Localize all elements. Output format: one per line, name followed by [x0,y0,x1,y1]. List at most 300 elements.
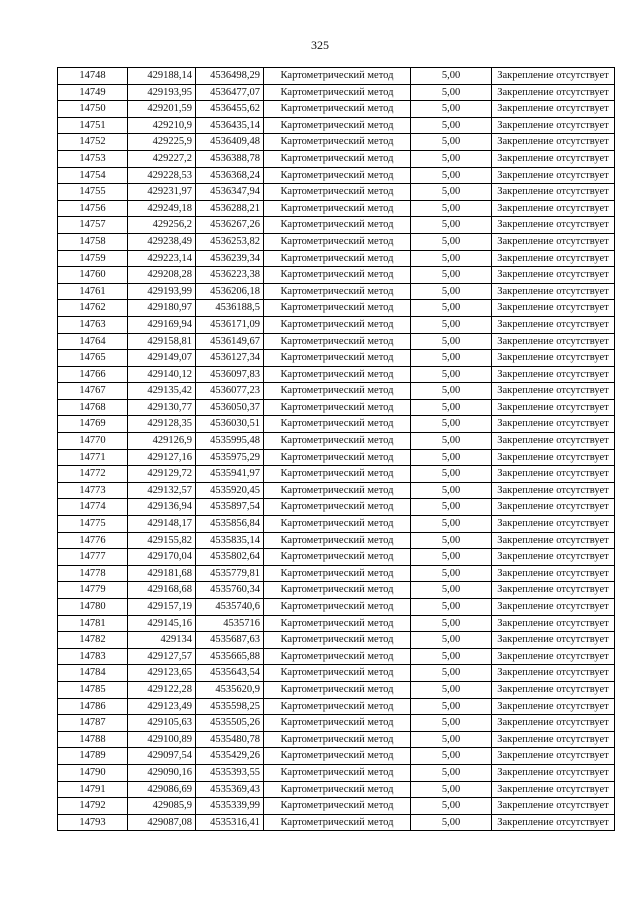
y-coordinate-cell: 4536347,94 [196,184,264,201]
method-cell: Картометрический метод [264,748,411,765]
point-number-cell: 14748 [58,68,128,85]
error-cell: 5,00 [411,698,492,715]
fixation-cell: Закрепление отсутствует [492,333,615,350]
fixation-cell: Закрепление отсутствует [492,200,615,217]
method-cell: Картометрический метод [264,449,411,466]
table-row [58,764,615,781]
fixation-cell: Закрепление отсутствует [492,68,615,85]
method-cell: Картометрический метод [264,532,411,549]
point-number-cell: 14790 [58,764,128,781]
error-cell: 5,00 [411,333,492,350]
y-coordinate-cell: 4535316,41 [196,814,264,831]
x-coordinate-cell: 429140,12 [128,366,196,383]
x-coordinate-cell: 429228,53 [128,167,196,184]
y-coordinate-cell: 4536288,21 [196,200,264,217]
x-coordinate-cell: 429231,97 [128,184,196,201]
x-coordinate-cell: 429223,14 [128,250,196,267]
method-cell: Картометрический метод [264,615,411,632]
error-cell: 5,00 [411,101,492,118]
point-number-cell: 14775 [58,516,128,533]
fixation-cell: Закрепление отсутствует [492,814,615,831]
x-coordinate-cell: 429193,99 [128,283,196,300]
table-row [58,283,615,300]
method-cell: Картометрический метод [264,200,411,217]
point-number-cell: 14782 [58,632,128,649]
page-number: 325 [311,38,329,52]
error-cell: 5,00 [411,350,492,367]
point-number-cell: 14777 [58,549,128,566]
error-cell: 5,00 [411,516,492,533]
fixation-cell: Закрепление отсутствует [492,565,615,582]
table-row [58,516,615,533]
fixation-cell: Закрепление отсутствует [492,316,615,333]
point-number-cell: 14769 [58,416,128,433]
x-coordinate-cell: 429086,69 [128,781,196,798]
x-coordinate-cell: 429135,42 [128,383,196,400]
fixation-cell: Закрепление отсутствует [492,632,615,649]
fixation-cell: Закрепление отсутствует [492,300,615,317]
fixation-cell: Закрепление отсутствует [492,781,615,798]
x-coordinate-cell: 429100,89 [128,731,196,748]
x-coordinate-cell: 429105,63 [128,715,196,732]
error-cell: 5,00 [411,764,492,781]
point-number-cell: 14761 [58,283,128,300]
method-cell: Картометрический метод [264,764,411,781]
fixation-cell: Закрепление отсутствует [492,366,615,383]
error-cell: 5,00 [411,499,492,516]
y-coordinate-cell: 4536253,82 [196,233,264,250]
fixation-cell: Закрепление отсутствует [492,150,615,167]
coordinates-table [57,67,615,831]
x-coordinate-cell: 429134 [128,632,196,649]
x-coordinate-cell: 429145,16 [128,615,196,632]
error-cell: 5,00 [411,482,492,499]
table-row [58,134,615,151]
method-cell: Картометрический метод [264,416,411,433]
method-cell: Картометрический метод [264,516,411,533]
x-coordinate-cell: 429170,04 [128,549,196,566]
point-number-cell: 14754 [58,167,128,184]
y-coordinate-cell: 4535897,54 [196,499,264,516]
method-cell: Картометрический метод [264,101,411,118]
error-cell: 5,00 [411,167,492,184]
point-number-cell: 14758 [58,233,128,250]
fixation-cell: Закрепление отсутствует [492,532,615,549]
y-coordinate-cell: 4535643,54 [196,665,264,682]
point-number-cell: 14793 [58,814,128,831]
method-cell: Картометрический метод [264,283,411,300]
method-cell: Картометрический метод [264,731,411,748]
point-number-cell: 14760 [58,267,128,284]
error-cell: 5,00 [411,150,492,167]
fixation-cell: Закрепление отсутствует [492,615,615,632]
point-number-cell: 14759 [58,250,128,267]
table-row [58,466,615,483]
point-number-cell: 14773 [58,482,128,499]
x-coordinate-cell: 429227,2 [128,150,196,167]
table-row [58,233,615,250]
fixation-cell: Закрепление отсутствует [492,466,615,483]
point-number-cell: 14752 [58,134,128,151]
method-cell: Картометрический метод [264,167,411,184]
point-number-cell: 14786 [58,698,128,715]
table-row [58,582,615,599]
x-coordinate-cell: 429249,18 [128,200,196,217]
x-coordinate-cell: 429085,9 [128,798,196,815]
error-cell: 5,00 [411,250,492,267]
error-cell: 5,00 [411,233,492,250]
x-coordinate-cell: 429188,14 [128,68,196,85]
method-cell: Картометрический метод [264,366,411,383]
table-row [58,433,615,450]
fixation-cell: Закрепление отсутствует [492,433,615,450]
x-coordinate-cell: 429169,94 [128,316,196,333]
x-coordinate-cell: 429129,72 [128,466,196,483]
table-row [58,532,615,549]
fixation-cell: Закрепление отсутствует [492,482,615,499]
coordinates-table-body [58,68,615,831]
y-coordinate-cell: 4535665,88 [196,648,264,665]
point-number-cell: 14780 [58,599,128,616]
y-coordinate-cell: 4536188,5 [196,300,264,317]
point-number-cell: 14785 [58,681,128,698]
point-number-cell: 14784 [58,665,128,682]
point-number-cell: 14763 [58,316,128,333]
method-cell: Картометрический метод [264,433,411,450]
point-number-cell: 14765 [58,350,128,367]
x-coordinate-cell: 429201,59 [128,101,196,118]
point-number-cell: 14774 [58,499,128,516]
x-coordinate-cell: 429136,94 [128,499,196,516]
table-row [58,499,615,516]
table-row [58,184,615,201]
fixation-cell: Закрепление отсутствует [492,233,615,250]
table-row [58,449,615,466]
table-row [58,632,615,649]
x-coordinate-cell: 429149,07 [128,350,196,367]
method-cell: Картометрический метод [264,217,411,234]
y-coordinate-cell: 4535920,45 [196,482,264,499]
x-coordinate-cell: 429256,2 [128,217,196,234]
table-row [58,333,615,350]
error-cell: 5,00 [411,217,492,234]
x-coordinate-cell: 429208,28 [128,267,196,284]
fixation-cell: Закрепление отсутствует [492,250,615,267]
method-cell: Картометрический метод [264,665,411,682]
y-coordinate-cell: 4535393,55 [196,764,264,781]
error-cell: 5,00 [411,532,492,549]
fixation-cell: Закрепление отсутствует [492,516,615,533]
method-cell: Картометрический метод [264,333,411,350]
x-coordinate-cell: 429123,65 [128,665,196,682]
fixation-cell: Закрепление отсутствует [492,648,615,665]
point-number-cell: 14778 [58,565,128,582]
method-cell: Картометрический метод [264,565,411,582]
error-cell: 5,00 [411,466,492,483]
point-number-cell: 14749 [58,84,128,101]
point-number-cell: 14771 [58,449,128,466]
fixation-cell: Закрепление отсутствует [492,798,615,815]
y-coordinate-cell: 4536149,67 [196,333,264,350]
y-coordinate-cell: 4535620,9 [196,681,264,698]
point-number-cell: 14783 [58,648,128,665]
method-cell: Картометрический метод [264,482,411,499]
method-cell: Картометрический метод [264,698,411,715]
error-cell: 5,00 [411,665,492,682]
method-cell: Картометрический метод [264,648,411,665]
table-row [58,267,615,284]
fixation-cell: Закрепление отсутствует [492,267,615,284]
point-number-cell: 14789 [58,748,128,765]
table-row [58,798,615,815]
table-row [58,316,615,333]
method-cell: Картометрический метод [264,632,411,649]
fixation-cell: Закрепление отсутствует [492,681,615,698]
point-number-cell: 14781 [58,615,128,632]
fixation-cell: Закрепление отсутствует [492,350,615,367]
table-row [58,698,615,715]
method-cell: Картометрический метод [264,68,411,85]
point-number-cell: 14792 [58,798,128,815]
fixation-cell: Закрепление отсутствует [492,184,615,201]
y-coordinate-cell: 4535760,34 [196,582,264,599]
y-coordinate-cell: 4536097,83 [196,366,264,383]
table-row [58,399,615,416]
y-coordinate-cell: 4536267,26 [196,217,264,234]
error-cell: 5,00 [411,267,492,284]
fixation-cell: Закрепление отсутствует [492,698,615,715]
point-number-cell: 14768 [58,399,128,416]
error-cell: 5,00 [411,599,492,616]
error-cell: 5,00 [411,731,492,748]
error-cell: 5,00 [411,798,492,815]
fixation-cell: Закрепление отсутствует [492,217,615,234]
error-cell: 5,00 [411,399,492,416]
fixation-cell: Закрепление отсутствует [492,167,615,184]
x-coordinate-cell: 429130,77 [128,399,196,416]
x-coordinate-cell: 429157,19 [128,599,196,616]
fixation-cell: Закрепление отсутствует [492,549,615,566]
table-row [58,217,615,234]
point-number-cell: 14772 [58,466,128,483]
table-row [58,681,615,698]
x-coordinate-cell: 429148,17 [128,516,196,533]
y-coordinate-cell: 4535429,26 [196,748,264,765]
method-cell: Картометрический метод [264,267,411,284]
method-cell: Картометрический метод [264,549,411,566]
y-coordinate-cell: 4536388,78 [196,150,264,167]
x-coordinate-cell: 429168,68 [128,582,196,599]
x-coordinate-cell: 429087,08 [128,814,196,831]
point-number-cell: 14787 [58,715,128,732]
error-cell: 5,00 [411,715,492,732]
point-number-cell: 14762 [58,300,128,317]
x-coordinate-cell: 429238,49 [128,233,196,250]
y-coordinate-cell: 4535975,29 [196,449,264,466]
error-cell: 5,00 [411,84,492,101]
method-cell: Картометрический метод [264,350,411,367]
point-number-cell: 14767 [58,383,128,400]
x-coordinate-cell: 429127,16 [128,449,196,466]
x-coordinate-cell: 429097,54 [128,748,196,765]
fixation-cell: Закрепление отсутствует [492,283,615,300]
fixation-cell: Закрепление отсутствует [492,117,615,134]
y-coordinate-cell: 4536368,24 [196,167,264,184]
table-row [58,549,615,566]
x-coordinate-cell: 429090,16 [128,764,196,781]
error-cell: 5,00 [411,383,492,400]
table-row [58,383,615,400]
method-cell: Картометрический метод [264,399,411,416]
y-coordinate-cell: 4536435,14 [196,117,264,134]
x-coordinate-cell: 429210,9 [128,117,196,134]
table-row [58,150,615,167]
y-coordinate-cell: 4536498,29 [196,68,264,85]
x-coordinate-cell: 429193,95 [128,84,196,101]
y-coordinate-cell: 4535779,81 [196,565,264,582]
x-coordinate-cell: 429128,35 [128,416,196,433]
method-cell: Картометрический метод [264,681,411,698]
table-row [58,665,615,682]
error-cell: 5,00 [411,200,492,217]
x-coordinate-cell: 429158,81 [128,333,196,350]
table-row [58,101,615,118]
y-coordinate-cell: 4536050,37 [196,399,264,416]
point-number-cell: 14756 [58,200,128,217]
error-cell: 5,00 [411,648,492,665]
method-cell: Картометрический метод [264,499,411,516]
point-number-cell: 14766 [58,366,128,383]
x-coordinate-cell: 429127,57 [128,648,196,665]
table-row [58,599,615,616]
x-coordinate-cell: 429132,57 [128,482,196,499]
fixation-cell: Закрепление отсутствует [492,134,615,151]
table-row [58,250,615,267]
error-cell: 5,00 [411,366,492,383]
x-coordinate-cell: 429122,28 [128,681,196,698]
y-coordinate-cell: 4536455,62 [196,101,264,118]
table-row [58,167,615,184]
y-coordinate-cell: 4535802,64 [196,549,264,566]
table-row [58,748,615,765]
table-row [58,615,615,632]
method-cell: Картометрический метод [264,184,411,201]
method-cell: Картометрический метод [264,814,411,831]
y-coordinate-cell: 4535835,14 [196,532,264,549]
error-cell: 5,00 [411,615,492,632]
y-coordinate-cell: 4535856,84 [196,516,264,533]
fixation-cell: Закрепление отсутствует [492,764,615,781]
point-number-cell: 14750 [58,101,128,118]
fixation-cell: Закрепление отсутствует [492,715,615,732]
table-row [58,565,615,582]
table-row [58,68,615,85]
method-cell: Картометрический метод [264,599,411,616]
error-cell: 5,00 [411,117,492,134]
table-row [58,300,615,317]
point-number-cell: 14791 [58,781,128,798]
y-coordinate-cell: 4536239,34 [196,250,264,267]
error-cell: 5,00 [411,814,492,831]
error-cell: 5,00 [411,283,492,300]
y-coordinate-cell: 4536206,18 [196,283,264,300]
error-cell: 5,00 [411,549,492,566]
method-cell: Картометрический метод [264,300,411,317]
table-row [58,117,615,134]
point-number-cell: 14776 [58,532,128,549]
fixation-cell: Закрепление отсутствует [492,748,615,765]
method-cell: Картометрический метод [264,150,411,167]
x-coordinate-cell: 429225,9 [128,134,196,151]
method-cell: Картометрический метод [264,134,411,151]
error-cell: 5,00 [411,134,492,151]
y-coordinate-cell: 4536077,23 [196,383,264,400]
x-coordinate-cell: 429126,9 [128,433,196,450]
y-coordinate-cell: 4536477,07 [196,84,264,101]
y-coordinate-cell: 4535687,63 [196,632,264,649]
method-cell: Картометрический метод [264,84,411,101]
table-row [58,200,615,217]
method-cell: Картометрический метод [264,781,411,798]
error-cell: 5,00 [411,748,492,765]
point-number-cell: 14751 [58,117,128,134]
y-coordinate-cell: 4535740,6 [196,599,264,616]
y-coordinate-cell: 4535995,48 [196,433,264,450]
method-cell: Картометрический метод [264,582,411,599]
point-number-cell: 14757 [58,217,128,234]
error-cell: 5,00 [411,68,492,85]
method-cell: Картометрический метод [264,383,411,400]
y-coordinate-cell: 4535505,26 [196,715,264,732]
fixation-cell: Закрепление отсутствует [492,84,615,101]
point-number-cell: 14755 [58,184,128,201]
point-number-cell: 14770 [58,433,128,450]
fixation-cell: Закрепление отсутствует [492,101,615,118]
method-cell: Картометрический метод [264,117,411,134]
table-row [58,715,615,732]
error-cell: 5,00 [411,416,492,433]
y-coordinate-cell: 4536171,09 [196,316,264,333]
table-row [58,814,615,831]
y-coordinate-cell: 4535339,99 [196,798,264,815]
method-cell: Картометрический метод [264,233,411,250]
point-number-cell: 14764 [58,333,128,350]
point-number-cell: 14753 [58,150,128,167]
method-cell: Картометрический метод [264,466,411,483]
y-coordinate-cell: 4535941,97 [196,466,264,483]
table-row [58,781,615,798]
error-cell: 5,00 [411,433,492,450]
table-row [58,731,615,748]
error-cell: 5,00 [411,582,492,599]
error-cell: 5,00 [411,632,492,649]
fixation-cell: Закрепление отсутствует [492,731,615,748]
method-cell: Картометрический метод [264,798,411,815]
x-coordinate-cell: 429180,97 [128,300,196,317]
table-row [58,350,615,367]
x-coordinate-cell: 429155,82 [128,532,196,549]
y-coordinate-cell: 4535369,43 [196,781,264,798]
method-cell: Картометрический метод [264,316,411,333]
fixation-cell: Закрепление отсутствует [492,416,615,433]
fixation-cell: Закрепление отсутствует [492,383,615,400]
table-row [58,416,615,433]
table-row [58,648,615,665]
y-coordinate-cell: 4536127,34 [196,350,264,367]
method-cell: Картометрический метод [264,715,411,732]
table-row [58,482,615,499]
error-cell: 5,00 [411,781,492,798]
